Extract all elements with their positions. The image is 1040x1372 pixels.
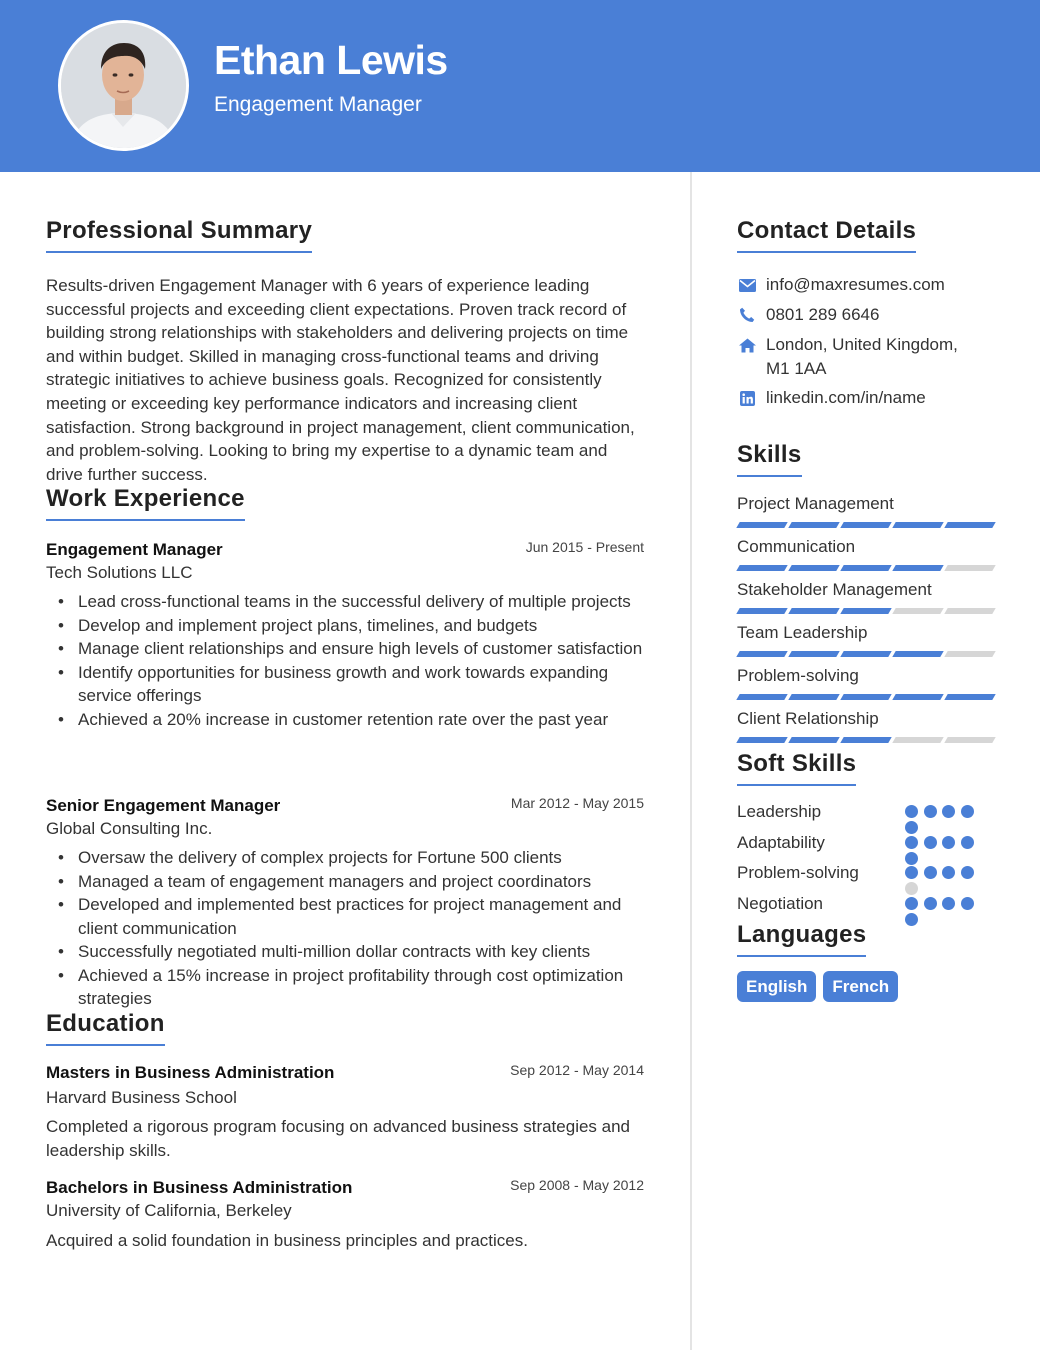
skill-level-segment xyxy=(892,694,943,700)
skill-level-segment xyxy=(788,608,839,614)
skill-level-segment xyxy=(840,651,891,657)
soft-skill-level-dot xyxy=(905,805,918,818)
soft-skill-level-dot xyxy=(942,897,955,910)
school-name: University of California, Berkeley xyxy=(46,1201,292,1220)
profile-photo xyxy=(58,20,189,151)
skill-level-segment xyxy=(840,608,891,614)
skill-name: Client Relationship xyxy=(737,709,879,728)
job-dates: Jun 2015 - Present xyxy=(525,539,644,555)
skill-name: Team Leadership xyxy=(737,623,868,642)
soft-skill-name: Problem-solving xyxy=(737,863,859,882)
soft-skill-level-dot xyxy=(961,866,974,879)
list-item: • Achieved a 20% increase in customer retention rate over the past year xyxy=(78,708,648,732)
phone-icon xyxy=(737,305,757,325)
job-title: Engagement Manager xyxy=(46,540,223,559)
soft-skill-level-dot xyxy=(924,897,937,910)
list-item: • Managed a team of engagement managers and project coordinators xyxy=(78,870,648,894)
job-bullets xyxy=(78,590,648,731)
email-text[interactable]: info@maxresumes.com xyxy=(766,275,945,294)
skill-level-segment xyxy=(788,737,839,743)
skill-level-segment xyxy=(944,694,995,700)
skill-level-segment xyxy=(944,651,995,657)
skill-level-bar xyxy=(738,651,994,657)
soft-skill-level-dot xyxy=(942,805,955,818)
job-dates: Mar 2012 - May 2015 xyxy=(510,795,644,811)
section-heading-experience: Work Experience xyxy=(46,485,245,521)
contact-address xyxy=(737,333,981,380)
skill-level-segment xyxy=(788,694,839,700)
education-dates: Sep 2008 - May 2012 xyxy=(510,1177,644,1193)
skill-level-segment xyxy=(788,565,839,571)
phone-text: 0801 289 6646 xyxy=(766,305,880,324)
job-company: Tech Solutions LLC xyxy=(46,563,193,582)
soft-skill-level-dot xyxy=(905,866,918,879)
list-item: • Lead cross-functional teams in the successful delivery of multiple projects xyxy=(78,590,648,614)
skill-level-segment xyxy=(736,651,787,657)
section-heading-education: Education xyxy=(46,1010,165,1046)
skill-level-segment xyxy=(840,737,891,743)
column-divider xyxy=(690,172,692,1350)
soft-skill-level-dot xyxy=(961,836,974,849)
skill-level-segment xyxy=(736,565,787,571)
skill-level-segment xyxy=(944,522,995,528)
person-icon xyxy=(61,23,186,148)
school-name: Harvard Business School xyxy=(46,1088,237,1107)
candidate-name: Ethan Lewis xyxy=(214,37,448,83)
list-item: • Manage client relationships and ensure high levels of customer satisfaction xyxy=(78,637,648,661)
soft-skill-name: Negotiation xyxy=(737,893,824,913)
soft-skill-level-dot xyxy=(905,897,918,910)
skill-level-segment xyxy=(892,522,943,528)
soft-skill-level-dot xyxy=(905,852,918,865)
soft-skill-level-dot xyxy=(905,882,918,895)
language-badge: French xyxy=(823,971,898,1002)
skill-level-segment xyxy=(892,608,943,614)
skill-level-segment xyxy=(892,651,943,657)
skill-level-segment xyxy=(944,565,995,571)
soft-skill-level-dot xyxy=(961,897,974,910)
list-item: • Identify opportunities for business growth and work towards expanding service offerings xyxy=(78,661,648,708)
summary-text: Results-driven Engagement Manager with 6 years of experience leading successful projects and exceeding client expectations. Proven track record of building strong relationships with stakeholders and delivering projects on time and within budget. Skilled in managing cross-functional teams and driving strategic initiatives to achieve business goals. Recognized for consistently meeting or exceeding key performance indicators and increasing client satisfaction. Strong background in project management, client communication, and problem-solving. Looking to bring my expertise to a dynamic team and drive further success. xyxy=(46,276,635,484)
list-item: • Developed and implemented best practices for project management and client communication xyxy=(78,893,648,940)
soft-skill-level-dot xyxy=(942,836,955,849)
education-description: Completed a rigorous program focusing on advanced business strategies and leadership skills. xyxy=(46,1117,631,1160)
skill-level-segment xyxy=(840,522,891,528)
skill-level-segment xyxy=(736,737,787,743)
contact-linkedin xyxy=(737,386,1006,410)
soft-skill-level-dot xyxy=(961,805,974,818)
skill-level-segment xyxy=(892,565,943,571)
skill-level-segment xyxy=(736,522,787,528)
skill-name: Stakeholder Management xyxy=(737,580,932,599)
envelope-icon xyxy=(737,275,757,295)
list-item: • Develop and implement project plans, timelines, and budgets xyxy=(78,614,648,638)
section-heading-languages: Languages xyxy=(737,921,866,957)
skill-name: Project Management xyxy=(737,494,894,513)
linkedin-text[interactable]: linkedin.com/in/name xyxy=(766,388,926,407)
degree-title: Masters in Business Administration xyxy=(46,1063,335,1082)
degree-title: Bachelors in Business Administration xyxy=(46,1178,353,1197)
skill-level-segment xyxy=(944,608,995,614)
soft-skill-level-dot xyxy=(924,805,937,818)
home-icon xyxy=(737,335,757,355)
education-description: Acquired a solid foundation in business principles and practices. xyxy=(46,1231,528,1250)
skill-level-segment xyxy=(736,694,787,700)
soft-skill-level-dot xyxy=(905,836,918,849)
skill-level-segment xyxy=(788,522,839,528)
contact-email xyxy=(737,273,1006,297)
language-badge: English xyxy=(737,971,816,1002)
job-company: Global Consulting Inc. xyxy=(46,819,213,838)
job-title: Senior Engagement Manager xyxy=(46,796,281,815)
skill-level-bar xyxy=(738,608,994,614)
linkedin-icon xyxy=(737,388,757,408)
soft-skill-name: Leadership xyxy=(737,802,822,821)
section-heading-contact: Contact Details xyxy=(737,217,916,253)
section-heading-summary: Professional Summary xyxy=(46,217,312,253)
contact-phone xyxy=(737,303,1006,327)
soft-skill-level-dot xyxy=(924,866,937,879)
skill-name: Communication xyxy=(737,537,856,556)
skill-level-bar xyxy=(738,694,994,700)
address-text: London, United Kingdom, M1 1AA xyxy=(766,335,958,378)
list-item: • Successfully negotiated multi-million dollar contracts with key clients xyxy=(78,940,648,964)
soft-skill-level-dot xyxy=(942,866,955,879)
skill-name: Problem-solving xyxy=(737,666,859,685)
list-item: • Oversaw the delivery of complex projects for Fortune 500 clients xyxy=(78,846,648,870)
skill-level-segment xyxy=(736,608,787,614)
candidate-title: Engagement Manager xyxy=(214,93,422,116)
skill-level-segment xyxy=(840,694,891,700)
skill-level-bar xyxy=(738,522,994,528)
skill-level-bar xyxy=(738,565,994,571)
section-heading-skills: Skills xyxy=(737,441,802,477)
section-heading-soft-skills: Soft Skills xyxy=(737,750,856,786)
soft-skill-name: Adaptability xyxy=(737,832,825,852)
skill-level-segment xyxy=(788,651,839,657)
soft-skill-level-dot xyxy=(924,836,937,849)
job-bullets xyxy=(78,846,648,1011)
education-dates: Sep 2012 - May 2014 xyxy=(510,1062,644,1078)
skill-level-segment xyxy=(892,737,943,743)
resume-header xyxy=(0,0,1040,172)
soft-skill-level-dot xyxy=(905,821,918,834)
soft-skill-level-dot xyxy=(905,913,918,926)
skill-level-segment xyxy=(840,565,891,571)
skill-level-bar xyxy=(738,737,994,743)
list-item: • Achieved a 15% increase in project profitability through cost optimization strategies xyxy=(78,964,648,1011)
skill-level-segment xyxy=(944,737,995,743)
